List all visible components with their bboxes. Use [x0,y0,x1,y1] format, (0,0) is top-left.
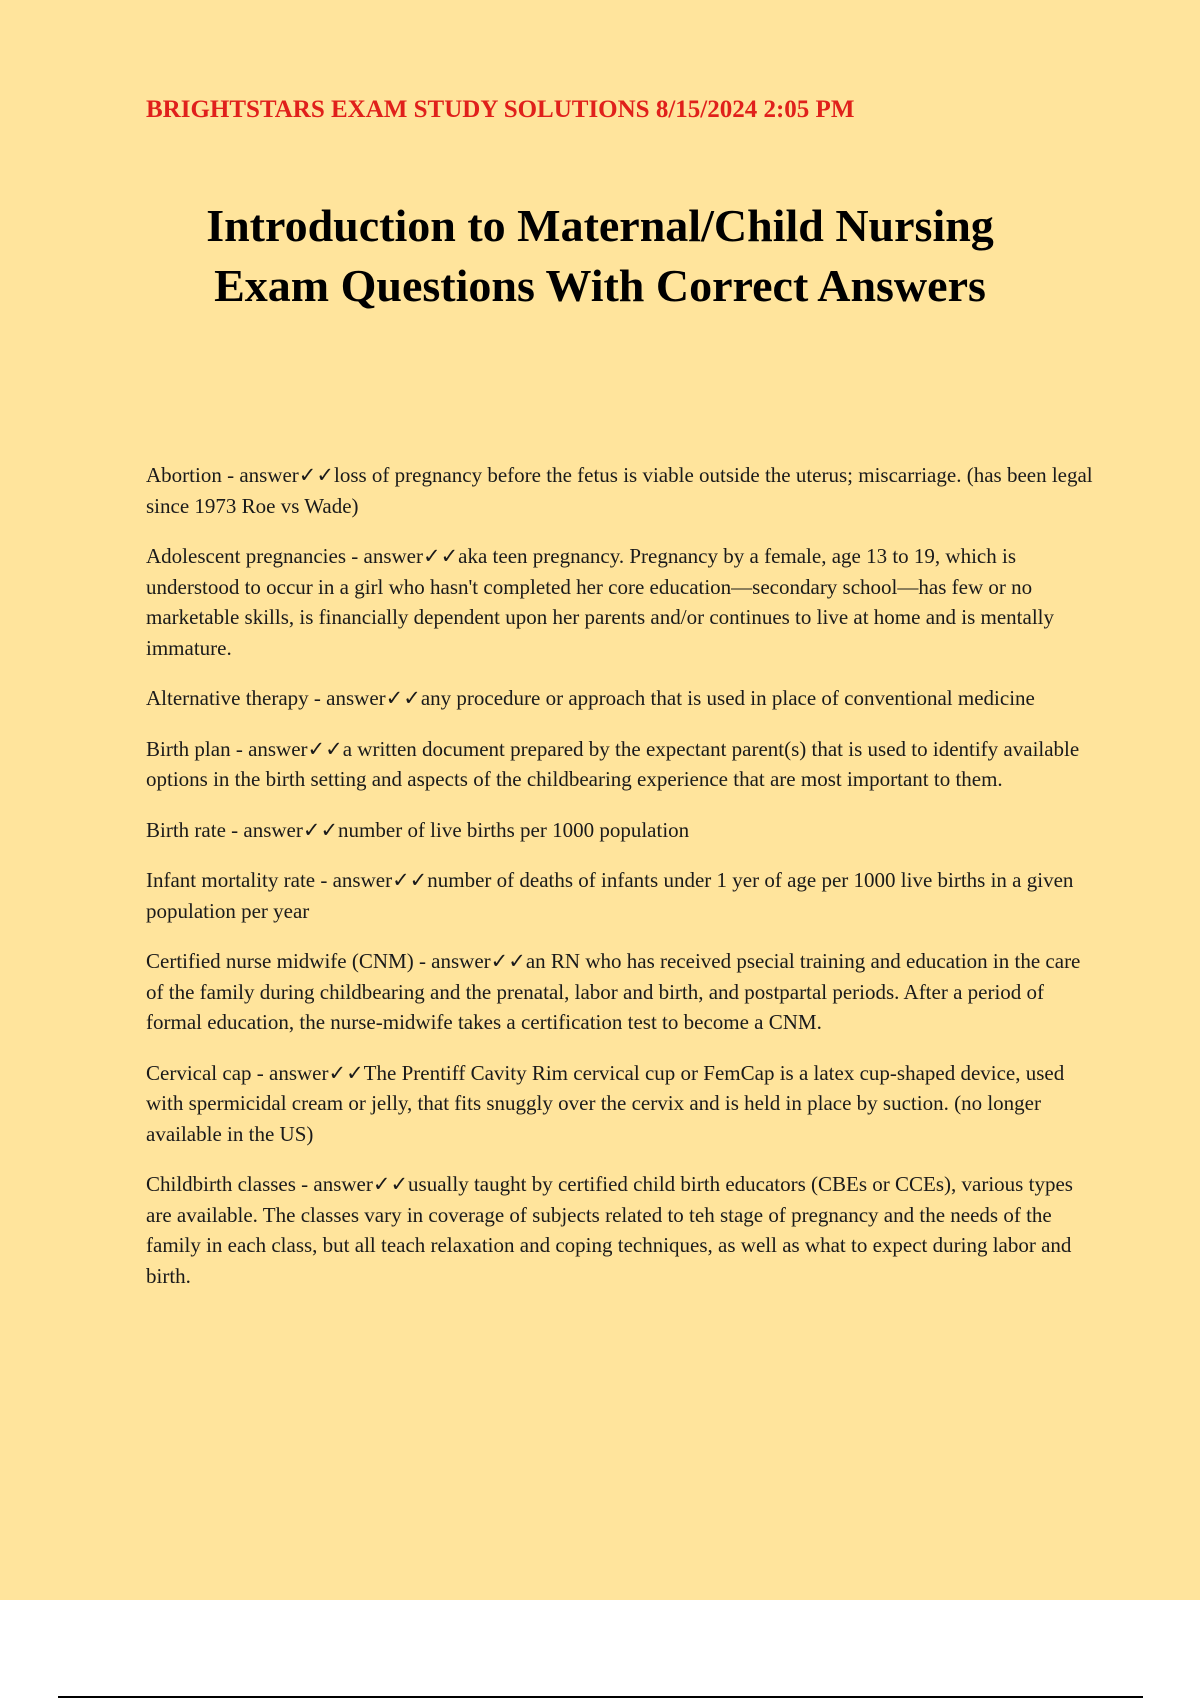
qa-list [146,460,1096,1311]
page-divider [58,1696,1143,1698]
title-line-2: Exam Questions With Correct Answers [214,260,986,311]
qa-entry-alternative-therapy: Alternative therapy - answer✓✓any procedure or approach that is used in place of conventional medicine [146,686,1035,710]
document-title [100,196,1100,316]
qa-entry-certified-nurse-midwife: Certified nurse midwife (CNM) - answer✓✓an RN who has received psecial training and education in the care of the family during childbearing and the prenatal, labor and birth, and postpartal periods. After a period of formal education, the nurse-midwife takes a certification test to become a CNM. [146,949,1081,1034]
qa-entry-adolescent-pregnancies: Adolescent pregnancies - answer✓✓aka teen pregnancy. Pregnancy by a female, age 13 to 19, which is understood to occur in a girl who hasn't completed her core education—secondary school—has few or no marketable skills, is financially dependent upon her parents and/or continues to live at home and is mentally immature. [146,544,1055,660]
qa-entry-infant-mortality-rate: Infant mortality rate - answer✓✓number of deaths of infants under 1 yer of age per 1000 live births in a given population per year [146,868,1074,923]
qa-entry-childbirth-classes: Childbirth classes - answer✓✓usually taught by certified child birth educators (CBEs or CCEs), various types are available. The classes vary in coverage of subjects related to teh stage of pregnancy and the needs of the family in each class, but all teach relaxation and coping techniques, as well as what to expect during labor and birth. [146,1172,1073,1288]
qa-entry-cervical-cap: Cervical cap - answer✓✓The Prentiff Cavity Rim cervical cup or FemCap is a latex cup-shaped device, used with spermicidal cream or jelly, that fits snuggly over the cervix and is held in place by suction. (no longer available in the US) [146,1060,1065,1146]
qa-entry-abortion: Abortion - answer✓✓loss of pregnancy before the fetus is viable outside the uterus; miscarriage. (has been legal since 1973 Roe vs Wade) [146,463,1093,518]
qa-entry-birth-rate: Birth rate - answer✓✓number of live births per 1000 population [146,817,690,842]
header-stamp: BRIGHTSTARS EXAM STUDY SOLUTIONS 8/15/2024 2:05 PM [146,96,855,123]
qa-entry-birth-plan: Birth plan - answer✓✓a written document prepared by the expectant parent(s) that is used to identify available options in the birth setting and aspects of the childbearing experience that are most important to them. [146,736,1080,791]
title-line-1: Introduction to Maternal/Child Nursing [206,200,994,251]
